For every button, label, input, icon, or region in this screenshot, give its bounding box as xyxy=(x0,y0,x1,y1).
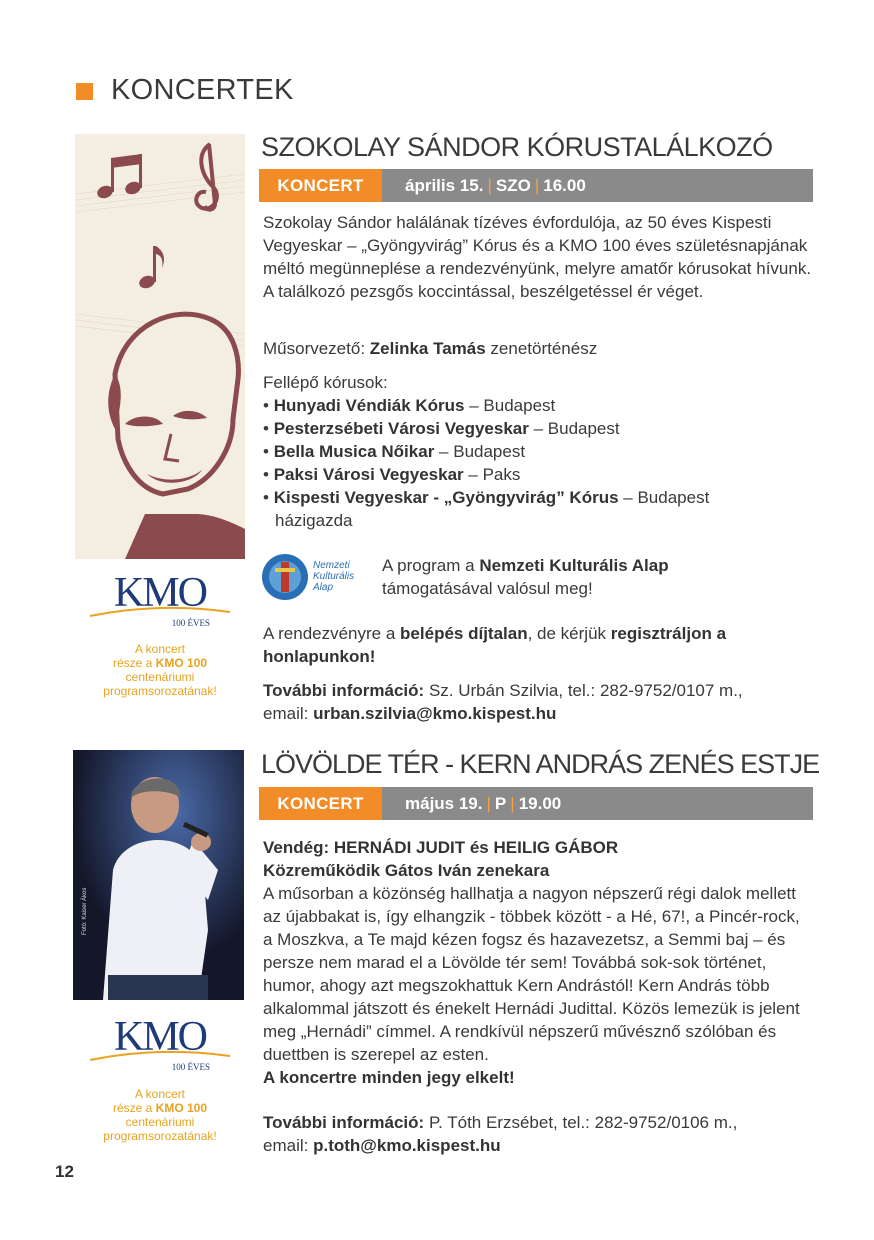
list-item: • Hunyadi Véndiák Kórus – Budapest xyxy=(263,396,556,415)
event2-band: Közreműködik Gátos Iván zenekara xyxy=(263,861,550,880)
choirs-label: Fellépő kórusok: xyxy=(263,373,388,392)
event1-choirs xyxy=(263,371,813,532)
event-tag: KONCERT xyxy=(259,169,382,202)
photo-credit: Fotó: Kaiser Ákos xyxy=(82,887,88,935)
event-day: SZO xyxy=(495,176,531,195)
event2-body xyxy=(263,836,813,1089)
list-item: • Paksi Városi Vegyeskar – Paks xyxy=(263,465,521,484)
event1-entry: A rendezvényre a belépés díjtalan, de kérjük regisztráljon a honlapunkon! xyxy=(263,624,727,666)
event-date: április 15. xyxy=(405,176,484,195)
event2-contact: További információ: P. Tóth Erzsébet, tel.: 282-9752/0106 m., email: p.toth@kmo.kispest.hu xyxy=(263,1113,738,1155)
event2-description: A műsorban a közönség hallhatja a nagyon népszerű régi dalok mellett az újabbakat is, így elhangzik - többek között - a Hé, 67!, a Pincér-rock, a Moszkva, a Te majd kézen fogsz és hazavezetsz, a Semmi baj – és persze nem marad el a Lövölde tér sem! Továbbá sok-sok történet, humor, ahogy azt megszokhattuk Kern Andrástól! Kern András több alkalommal játszott és énekelt Hernádi Judittal. Közös lemezük is jelent meg „Hernádi” címmel. A rendkívül népszerű művésznő szólóban és duettben is szerepel az esten. xyxy=(263,884,800,1064)
event1-support: A program a Nemzeti Kulturális Alap támogatásával valósul meg! xyxy=(382,556,669,598)
nka-globe-icon xyxy=(261,552,309,602)
kmo-100-logo xyxy=(80,1016,240,1072)
event1-description: Szokolay Sándor halálának tízéves évfordulója, az 50 éves Kispesti Vegyeskar – „Gyöngyvirág” Kórus és a KMO 100 éves születésnapjának méltó megünneplése a rendezvényünk, melyre amatőr kórusokat hívunk. A találkozó pezsgős koccintással, beszélgetéssel ér véget. xyxy=(263,213,812,301)
event-tag: KONCERT xyxy=(259,787,382,820)
list-item: • Kispesti Vegyeskar - „Gyöngyvirág” Kórus – Budapest xyxy=(263,488,710,507)
nka-logo: Nemzeti Kulturális Alap xyxy=(261,552,371,604)
event1-title: SZOKOLAY SÁNDOR KÓRUSTALÁLKOZÓ xyxy=(261,132,773,162)
event2-title: LÖVÖLDE TÉR - KERN ANDRÁS ZENÉS ESTJE xyxy=(261,749,820,779)
event1-info-bar: KONCERT április 15. | SZO | 16.00 xyxy=(259,169,813,202)
event-time: 16.00 xyxy=(543,176,586,195)
event1-poster-image xyxy=(75,134,245,559)
page-number: 12 xyxy=(55,1162,74,1181)
kmo-logo-sub: 100 ÉVES xyxy=(171,1062,210,1072)
event2-guest: Vendég: HERNÁDI JUDIT és HEILIG GÁBOR xyxy=(263,838,619,857)
list-item: • Bella Musica Nőikar – Budapest xyxy=(263,442,526,461)
choir-note: házigazda xyxy=(275,511,353,530)
event-date: május 19. xyxy=(405,794,483,813)
kmo-100-logo xyxy=(80,572,240,628)
event2-photo xyxy=(73,750,244,1000)
email-link[interactable]: p.toth@kmo.kispest.hu xyxy=(313,1136,501,1155)
section-title: KONCERTEK xyxy=(111,74,294,106)
event2-soldout: A koncertre minden jegy elkelt! xyxy=(263,1068,515,1087)
event-day: P xyxy=(494,794,507,813)
event1-contact: További információ: Sz. Urbán Szilvia, tel.: 282-9752/0107 m., email: urban.szilvia@kmo.kispest.hu xyxy=(263,681,743,723)
kmo-logo-text: KMO xyxy=(113,1014,206,1060)
event-time: 19.00 xyxy=(518,794,562,813)
email-link[interactable]: urban.szilvia@kmo.kispest.hu xyxy=(313,704,557,723)
kmo-logo-text: KMO xyxy=(113,570,206,616)
event2-info-bar: KONCERT május 19. | P | 19.00 xyxy=(259,787,813,820)
kmo-caption: A koncert része a KMO 100 centenáriumi programsorozatának! xyxy=(103,642,217,698)
section-marker xyxy=(76,83,93,100)
event1-host: Műsorvezető: Zelinka Tamás zenetörténész xyxy=(263,339,598,358)
kmo-caption: A koncert része a KMO 100 centenáriumi programsorozatának! xyxy=(103,1087,217,1143)
kmo-logo-sub: 100 ÉVES xyxy=(171,618,210,628)
list-item: • Pesterzsébeti Városi Vegyeskar – Budapest xyxy=(263,419,620,438)
